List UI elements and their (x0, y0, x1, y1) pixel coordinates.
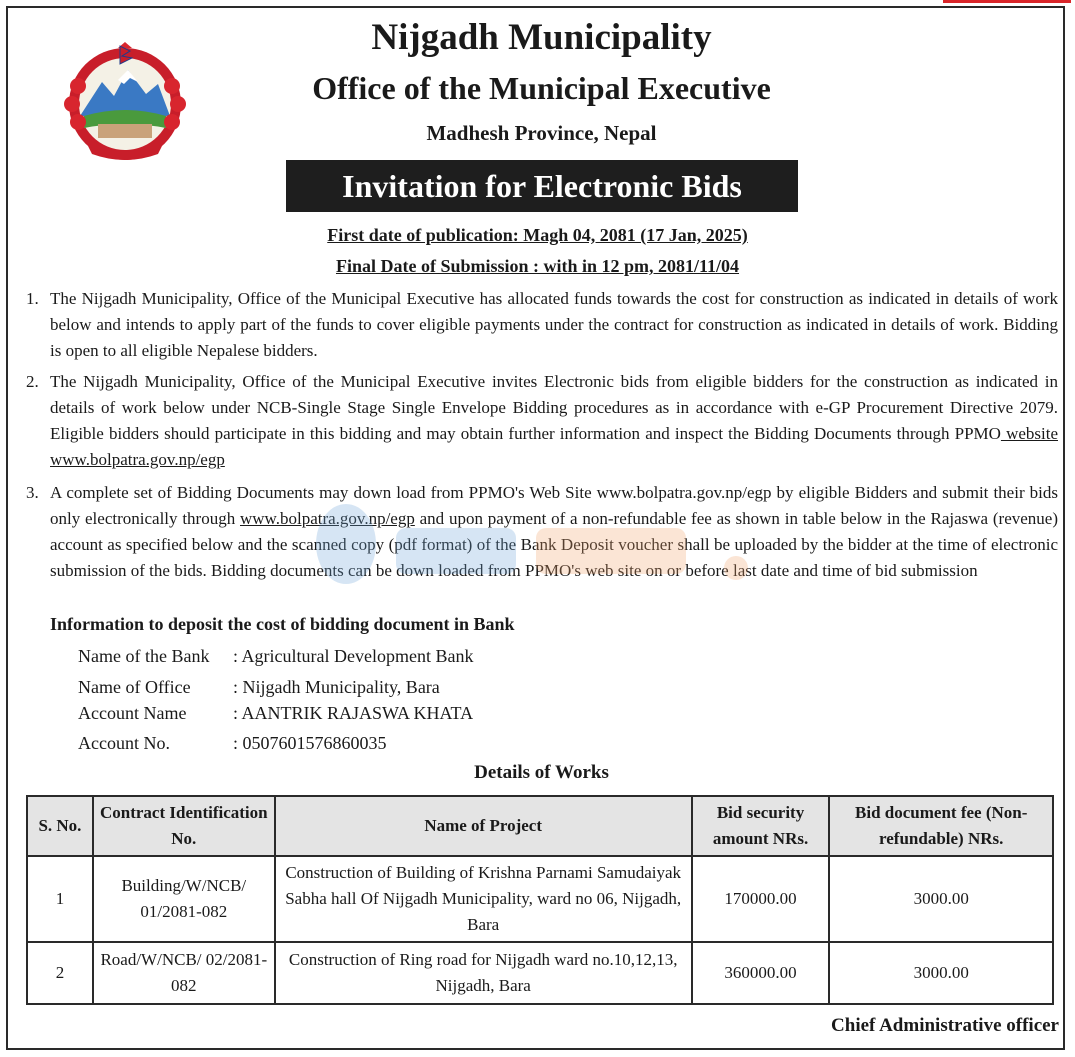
cell-project: Construction of Ring road for Nijgadh ward no.10,12,13, Nijgadh, Bara (275, 942, 692, 1004)
paragraph-body-a: A complete set of Bidding Documents may down load from PPMO's Web Site www.bolpatra.gov.np/egp by eligible Bidders and submit their bids only electronically through (50, 483, 1058, 528)
ppmo-website-link[interactable]: website www.bolpatra.gov.np/egp (50, 424, 1058, 469)
cell-sn: 1 (27, 856, 93, 942)
paragraph-text (50, 480, 1058, 584)
cell-contract: Road/W/NCB/ 02/2081-082 (93, 942, 275, 1004)
cell-sn: 2 (27, 942, 93, 1004)
signature-title: Chief Administrative officer (831, 1015, 1059, 1036)
invitation-banner: Invitation for Electronic Bids (286, 160, 798, 212)
bank-info-heading: Information to deposit the cost of bidding document in Bank (50, 614, 515, 634)
bank-value: : Nijgadh Municipality, Bara (233, 677, 440, 697)
paragraph-2 (26, 369, 1058, 473)
bank-row-account-no (78, 733, 387, 754)
paragraph-text (50, 369, 1058, 473)
cell-fee: 3000.00 (829, 856, 1053, 942)
paragraph-body: The Nijgadh Municipality, Office of the Municipal Executive invites Electronic bids from eligible bidders for the construction as indicated in details of work below under NCB-Single Stage Single Envelope Bidding procedures as in accordance with e-GP Procurement Directive 2079. Eligible bidders should participate in this bidding and may obtain further information and inspect the Bidding Documents through PPMO (50, 372, 1058, 443)
bolpatra-link[interactable]: www.bolpatra.gov.np/egp (240, 509, 415, 528)
corner-accent-bar (943, 0, 1071, 3)
table-row (27, 856, 1053, 942)
final-submission-date: Final Date of Submission : with in 12 pm, 2081/11/04 (335, 256, 740, 276)
col-header-project: Name of Project (275, 796, 692, 856)
bank-value: : Agricultural Development Bank (233, 646, 474, 666)
bank-row-account-name (78, 703, 473, 724)
col-header-contract: Contract Identification No. (93, 796, 275, 856)
paragraph-body-b: and upon payment of a non-refundable fee as shown in table below in the Rajaswa (revenue) account as specified below and the scanned copy (pdf format) of the Bank Deposit voucher shall be uploaded by the bidder at the time of electronic submission of the bids. Bidding documents can be down loaded from PPMO's web site on or before last date and time of bid submission (50, 509, 1058, 580)
cell-project: Construction of Building of Krishna Parnami Samudaiyak Sabha hall Of Nijgadh Municipality, ward no 06, Nijgadh, Bara (275, 856, 692, 942)
cell-fee: 3000.00 (829, 942, 1053, 1004)
paragraph-1 (26, 286, 1058, 364)
works-table (26, 795, 1054, 1005)
office-subtitle: Office of the Municipal Executive (312, 70, 771, 106)
table-header-row (27, 796, 1053, 856)
col-header-security: Bid security amount NRs. (692, 796, 830, 856)
province-line: Madhesh Province, Nepal (426, 121, 657, 145)
bank-row-office (78, 677, 440, 698)
cell-contract: Building/W/NCB/ 01/2081-082 (93, 856, 275, 942)
paragraph-number: 2. (26, 372, 39, 391)
bank-row-name (78, 646, 473, 667)
municipality-title: Nijgadh Municipality (371, 17, 712, 58)
bank-label: Account Name (78, 703, 187, 723)
table-row (27, 942, 1053, 1004)
paragraph-number: 3. (26, 483, 39, 502)
works-heading: Details of Works (474, 762, 609, 783)
bank-label: Name of the Bank (78, 646, 210, 666)
first-publication-date: First date of publication: Magh 04, 2081 (17 Jan, 2025) (327, 225, 748, 245)
paragraph-3 (26, 480, 1058, 584)
col-header-sn: S. No. (27, 796, 93, 856)
paragraph-text: The Nijgadh Municipality, Office of the Municipal Executive has allocated funds towards the cost for construction as indicated in details of work below and intends to apply part of the funds to cover eligible payments under the contract for construction as indicated in details of work. Bidding is open to all eligible Nepalese bidders. (50, 289, 1058, 360)
bank-label: Account No. (78, 733, 170, 753)
paragraph-number: 1. (26, 289, 39, 308)
bank-label: Name of Office (78, 677, 191, 697)
bank-value: : 0507601576860035 (233, 733, 387, 753)
cell-security: 360000.00 (692, 942, 830, 1004)
bank-value: : AANTRIK RAJASWA KHATA (233, 703, 474, 723)
cell-security: 170000.00 (692, 856, 830, 942)
col-header-fee: Bid document fee (Non-refundable) NRs. (829, 796, 1053, 856)
